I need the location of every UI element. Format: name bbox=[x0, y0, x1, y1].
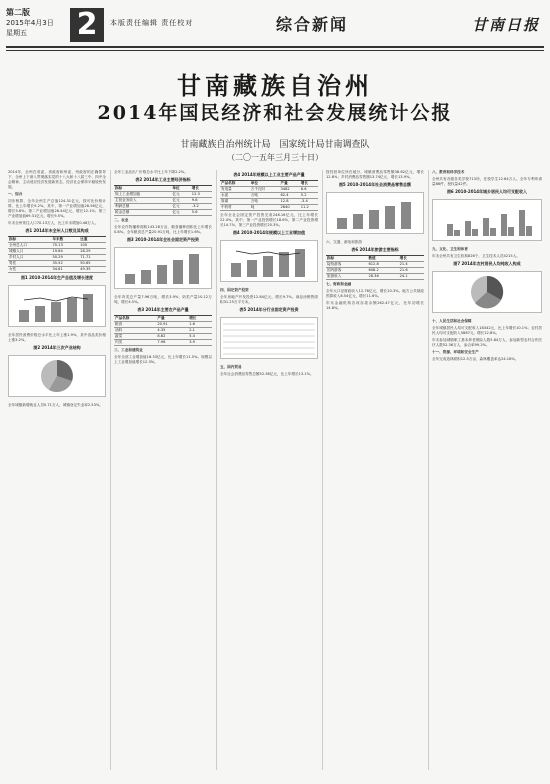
paragraph: 年末全州共有卫生机构826个，卫生技术人员4215人。 bbox=[432, 254, 520, 258]
paragraph: 全年城镇新增就业人员0.71万人，城镇登记失业率2.53%。 bbox=[8, 403, 103, 407]
section-heading: 八、教育和科学技术 bbox=[432, 170, 465, 174]
table-row: 中药材 吨 2840 11.2 bbox=[220, 205, 318, 211]
table-row: 产品名称 单位 产量 增长 bbox=[220, 181, 318, 187]
paragraph: 全年居民消费价格总水平比上年上涨1.9%，其中食品类价格上涨3.2%。 bbox=[8, 333, 106, 342]
paragraph: 全年肉类总产量7.96万吨，增长3.9%；奶类产量10.12万吨，增长4.5%。 bbox=[114, 295, 212, 304]
issue-weekday: 星期五 bbox=[6, 29, 27, 37]
figure-title: 图6 2010-2014年城乡居民人均可支配收入 bbox=[446, 189, 528, 194]
headline-line2: 2014年国民经济和社会发展统计公报 bbox=[97, 102, 453, 124]
issue-date: 2015年4月3日 bbox=[6, 19, 54, 27]
table-title: 表3 2014年主要农产品产量 bbox=[137, 307, 189, 312]
column-4 bbox=[326, 170, 424, 770]
figure-title: 图5 2010-2014年社会消费品零售总额 bbox=[338, 182, 412, 187]
paragraph: 全年大口径财政收入12.76亿元，增长10.3%。地方公共财政预算收入8.54亿元，增长11.6%。 bbox=[326, 289, 424, 298]
table-row: 产品名称 产量 增长 bbox=[114, 316, 212, 322]
paper-logo: 甘南日报 bbox=[471, 16, 540, 34]
page-number: 2 bbox=[70, 8, 104, 42]
data-table bbox=[326, 255, 424, 280]
section-heading: 九、文化、卫生和体育 bbox=[432, 247, 468, 251]
masthead bbox=[6, 8, 544, 44]
section-heading: 二、农业 bbox=[114, 218, 129, 222]
table-row: 接待游客 612.8 21.4 bbox=[326, 262, 424, 268]
section-heading: 七、财政和金融 bbox=[326, 282, 352, 286]
table-row: 指标 年末数 比重 bbox=[8, 237, 106, 243]
paragraph: 年末金融机构各项存款余额262.47亿元，比年初增长14.8%。 bbox=[326, 301, 424, 310]
figure-title: 图2 2014年三次产业结构 bbox=[33, 345, 81, 350]
paragraph: 全年房地产开发投资12.84亿元，增长9.7%。商品房销售面积31.25万平方米。 bbox=[220, 295, 318, 304]
column-divider bbox=[110, 170, 111, 770]
table-row: 规上工业增加值 亿元 12.3 bbox=[114, 192, 212, 198]
section-heading: 五、国内贸易 bbox=[220, 365, 242, 369]
table-row: 主营业务收入 亿元 9.8 bbox=[114, 198, 212, 204]
bar-chart-figure bbox=[220, 240, 318, 282]
data-table bbox=[114, 315, 212, 346]
table-row: 肉类 7.96 3.9 bbox=[114, 340, 212, 346]
table-row: 女性 34.61 49.35 bbox=[8, 267, 106, 273]
table-row: 城镇人口 19.84 28.29 bbox=[8, 249, 106, 255]
table-row: 油料 4.35 2.1 bbox=[114, 328, 212, 334]
pie-chart-figure bbox=[432, 271, 542, 313]
table-row: 蔬菜 8.62 5.4 bbox=[114, 334, 212, 340]
column-divider bbox=[216, 170, 217, 770]
paragraph: 全年全部工业增加值18.33亿元，比上年增长11.5%。规模以上工业增加值增长12.3%。 bbox=[114, 355, 212, 364]
paragraph: 六、交通、邮电和旅游 bbox=[326, 240, 362, 244]
table-row: 水泥 万吨 62.4 5.2 bbox=[220, 193, 318, 199]
report-date: （二〇一五年三月三十日） bbox=[227, 153, 323, 162]
table-title: 表1 2014年末全州人口数及其构成 bbox=[25, 228, 89, 233]
table-row: 指标 单位 增长 bbox=[114, 186, 212, 192]
paragraph: 全州共有各级各类学校713所，在校学生12.64万人。全年专利申请量86件，授权量42件。 bbox=[432, 177, 542, 186]
table-title: 表4 2014年规模以上工业主要产品产量 bbox=[233, 172, 305, 177]
figure-title: 图3 2010-2014年全社会固定资产投资 bbox=[126, 237, 200, 242]
table-row: 粮食 20.91 1.6 bbox=[114, 322, 212, 328]
paragraph: 2014年，全州在省委、省政府和州委、州政府的正确领导下，全州上下深入贯彻落实党的十八大和十八届三中、四中全会精神，主动适应经济发展新常态，经济社会保持平稳较快发展。 bbox=[8, 170, 106, 189]
paragraph: 全年工业品出厂价格总水平比上年下降2.2%。 bbox=[114, 170, 188, 174]
figure-title: 图1 2010-2014年生产总值及增长速度 bbox=[20, 275, 94, 280]
column-divider bbox=[322, 170, 323, 770]
table-row: 利润总额 亿元 -3.2 bbox=[114, 204, 212, 210]
data-table bbox=[220, 180, 318, 211]
paragraph: 年末参加城镇职工基本养老保险人数5.84万人，参加新型农村合作医疗人数52.36万人，参合率99.2%。 bbox=[432, 338, 542, 347]
table-figure bbox=[220, 317, 318, 359]
table-title: 表2 2014年工业主要经济指标 bbox=[135, 177, 191, 182]
figure-title: 图4 2010-2014年规模以上工业增加值 bbox=[232, 230, 306, 235]
section-heading: 十一、资源、环境和安全生产 bbox=[432, 350, 479, 354]
paragraph: 全年社会消费品零售总额52.36亿元，比上年增长13.1%。 bbox=[220, 372, 314, 376]
column-5 bbox=[432, 170, 542, 770]
paragraph: 初步核算，全年全州生产总值124.31亿元，按可比价格计算，比上年增长9.2%。其中，第一产业增加值28.56亿元，增长5.8%；第二产业增加值26.44亿元，增长12.1%；第三产业增加值69.31亿元，增长9.5%。 bbox=[8, 199, 106, 218]
editors-line: 本版责任编辑 责任校对 bbox=[110, 19, 194, 27]
data-table bbox=[8, 236, 106, 273]
table-row: 指标 数值 增长 bbox=[326, 256, 424, 262]
headline-line1: 甘南藏族自治州 bbox=[177, 71, 373, 100]
section-heading: 十、人民生活和社会保障 bbox=[432, 319, 472, 323]
pie-chart-figure bbox=[8, 355, 106, 397]
table-row: 男性 35.52 50.65 bbox=[8, 261, 106, 267]
column-divider bbox=[428, 170, 429, 770]
table-row: 发电量 万千瓦时 3482 8.6 bbox=[220, 187, 318, 193]
table-title: 表6 2014年旅游主要指标 bbox=[351, 247, 399, 252]
masthead-rule bbox=[6, 46, 544, 48]
paragraph: 全年全社会固定资产投资完成248.16亿元，比上年增长22.4%。其中，第一产业投资增长18.6%，第二产业投资增长14.7%，第三产业投资增长25.3%。 bbox=[220, 213, 318, 227]
paragraph: 全年城镇居民人均可支配收入18342元，比上年增长10.1%；农村居民人均可支配收入5867元，增长12.8%。 bbox=[432, 326, 542, 335]
figure-title: 图7 2014年农村居民人均纯收入构成 bbox=[453, 261, 521, 266]
masthead-rule-thin bbox=[6, 50, 544, 51]
section-heading: 四、固定资产投资 bbox=[220, 288, 249, 292]
paragraph: 年末全州常住人口70.13万人，比上年末增加0.48万人。 bbox=[8, 221, 99, 225]
date-box bbox=[6, 8, 64, 42]
paragraph: 按经营单位所在地分，城镇消费品零售额38.62亿元，增长12.8%；乡村消费品零售额13.74亿元，增长13.9%。 bbox=[326, 170, 424, 179]
column-3 bbox=[220, 170, 318, 770]
table-row: 乡村人口 50.29 71.71 bbox=[8, 255, 106, 261]
table-title: 表5 2014年分行业固定资产投资 bbox=[239, 307, 299, 312]
column-1 bbox=[8, 170, 106, 770]
bar-chart-figure bbox=[432, 199, 542, 241]
paragraph: 全年农作物播种面积143.28万亩，粮食播种面积比上年增长0.8%。全年粮食总产量20.91万吨，比上年增长1.6%。 bbox=[114, 225, 212, 234]
edition-label: 第二版 bbox=[6, 8, 30, 17]
table-row: 旅游收入 28.36 24.1 bbox=[326, 274, 424, 280]
section-heading: 一、综合 bbox=[8, 192, 23, 196]
table-row: 国内游客 608.2 21.6 bbox=[326, 268, 424, 274]
paragraph: 全年完成造林面积12.5万亩，森林覆盖率达24.18%。 bbox=[432, 357, 519, 361]
data-table bbox=[114, 185, 212, 216]
table-row: 原煤 万吨 12.8 -3.4 bbox=[220, 199, 318, 205]
table-row: 全州总人口 70.13 100 bbox=[8, 243, 106, 249]
byline: 甘南藏族自治州统计局 国家统计局甘南调查队 bbox=[180, 140, 370, 150]
bar-chart-figure bbox=[8, 285, 106, 327]
bar-chart-figure bbox=[114, 247, 212, 289]
table-row: 税金总额 亿元 5.6 bbox=[114, 210, 212, 216]
section-title: 综合新闻 bbox=[276, 15, 349, 34]
bar-chart-figure bbox=[326, 192, 424, 234]
column-2 bbox=[114, 170, 212, 770]
section-heading: 三、工业和建筑业 bbox=[114, 348, 143, 352]
